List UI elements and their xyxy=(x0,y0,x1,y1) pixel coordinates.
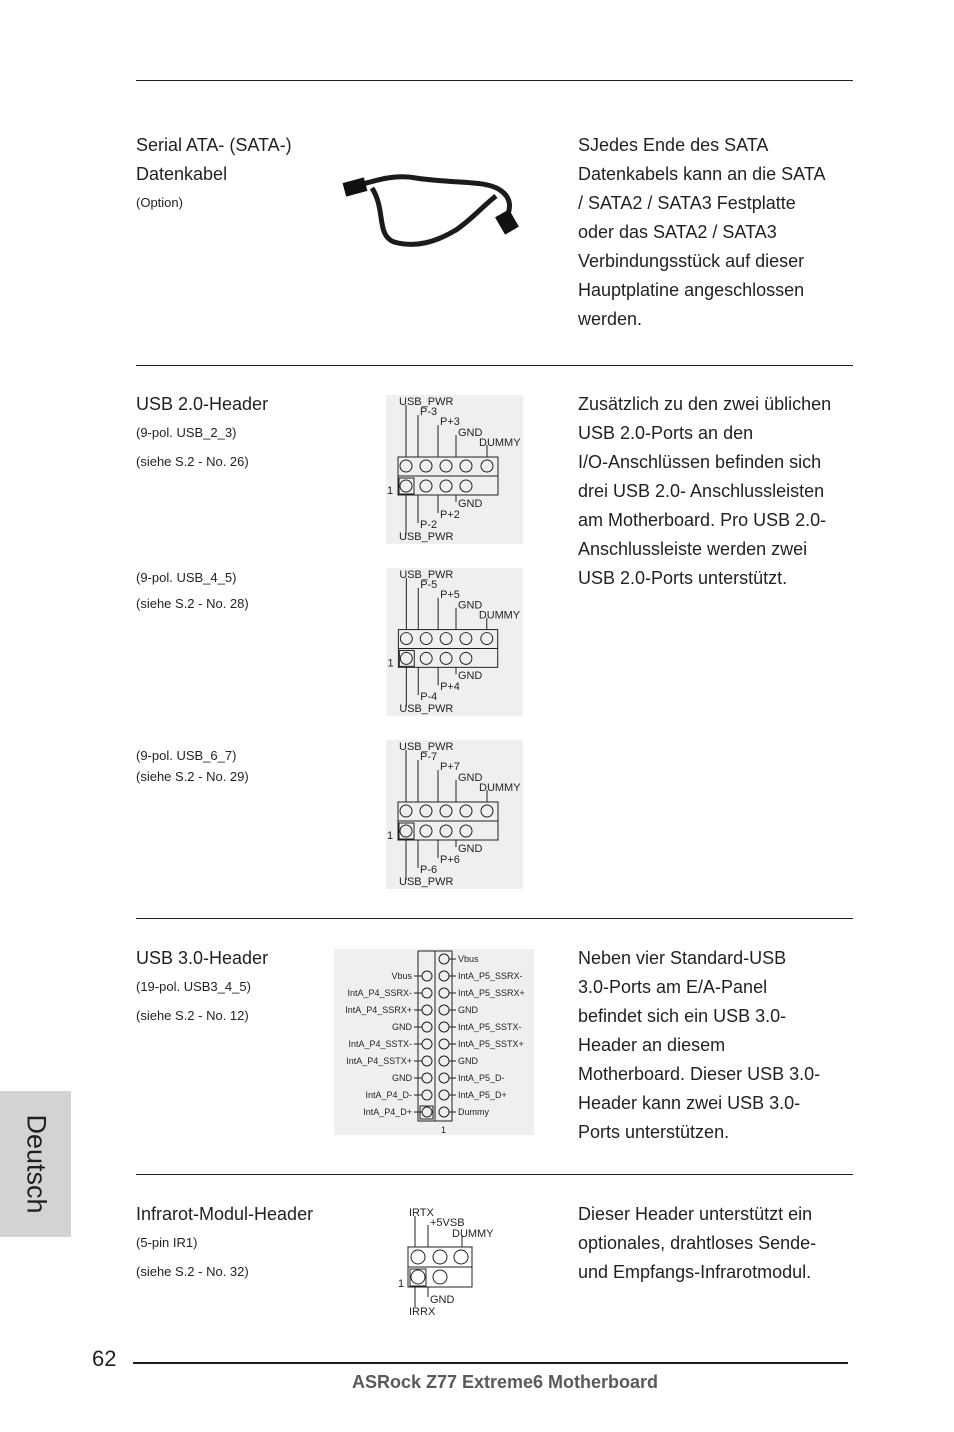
usb3-left-label: IntA_P4_SSRX- xyxy=(347,988,412,998)
usb2-desc-line: Zusätzlich zu den zwei üblichen xyxy=(578,394,832,414)
ir-desc-line: und Empfangs-Infrarotmodul. xyxy=(578,1262,812,1282)
usb2-desc-line: am Motherboard. Pro USB 2.0- xyxy=(578,510,827,530)
sata-desc-line: werden. xyxy=(578,309,643,329)
usb2-h3-pins: (9-pol. USB_6_7) xyxy=(136,748,237,763)
sata-cable-image xyxy=(336,160,536,255)
gnd-label: GND xyxy=(458,498,483,510)
dummy-label: DUMMY xyxy=(452,1228,494,1240)
usb-pwr-label: USB_PWR xyxy=(399,568,454,581)
usb2-desc-line: I/O-Anschlüssen befinden sich xyxy=(578,452,822,472)
language-side-tab xyxy=(0,1091,71,1237)
gnd-label: GND xyxy=(457,670,483,683)
p-minus-label: P-6 xyxy=(420,864,438,876)
usb2-h3-ref: (siehe S.2 - No. 29) xyxy=(136,769,249,784)
usb3-right-label: Vbus xyxy=(458,954,479,964)
usb3-left-label: IntA_P4_SSTX+ xyxy=(346,1056,412,1066)
usb3-right-label: IntA_P5_D- xyxy=(458,1073,505,1083)
sata-option: (Option) xyxy=(136,195,183,210)
usb3-left-label: Vbus xyxy=(391,971,412,981)
p-plus-label: P+3 xyxy=(440,416,460,428)
usb2-header-diagram xyxy=(386,568,523,716)
usb2-description xyxy=(578,390,858,593)
usb3-ref: (siehe S.2 - No. 12) xyxy=(136,1008,249,1023)
vsb-label: +5VSB xyxy=(430,1217,465,1229)
usb3-desc-line: Neben vier Standard-USB xyxy=(578,948,787,968)
p-minus-label: P-2 xyxy=(420,519,438,531)
usb2-desc-line: USB 2.0-Ports an den xyxy=(578,423,754,443)
sata-description xyxy=(578,131,858,334)
usb3-right-label: IntA_P5_SSTX+ xyxy=(458,1039,524,1049)
usb3-left-label: IntA_P4_D- xyxy=(365,1090,412,1100)
usb3-desc-line: Header an diesem xyxy=(578,1035,726,1055)
irrx-label: IRRX xyxy=(409,1306,436,1317)
ir-desc-line: Dieser Header unterstützt ein xyxy=(578,1204,813,1224)
p-minus-label: P-7 xyxy=(420,751,438,763)
sata-title-line2: Datenkabel xyxy=(136,164,228,184)
usb3-left-label: IntA_P4_D+ xyxy=(363,1107,412,1117)
usb2-h1-ref: (siehe S.2 - No. 26) xyxy=(136,454,249,469)
footer-title: ASRock Z77 Extreme6 Motherboard xyxy=(351,1372,659,1392)
usb3-desc-line: Header kann zwei USB 3.0- xyxy=(578,1093,801,1113)
usb3-desc-line: Ports unterstützen. xyxy=(578,1122,730,1142)
p-plus-label: P+6 xyxy=(440,854,460,866)
usb3-pins: (19-pol. USB3_4_5) xyxy=(136,979,251,994)
usb2-header-diagram xyxy=(386,395,523,544)
usb3-right-label: IntA_P5_SSRX- xyxy=(458,971,523,981)
pin1-label: 1 xyxy=(441,1125,447,1135)
section-rule xyxy=(136,918,853,919)
p-plus-label: P+4 xyxy=(440,681,460,694)
usb3-description xyxy=(578,944,858,1147)
pin1-label: 1 xyxy=(398,1278,405,1290)
dummy-label: DUMMY xyxy=(478,609,521,622)
usb3-desc-line: befindet sich ein USB 3.0- xyxy=(578,1006,787,1026)
ir-header-diagram xyxy=(396,1205,506,1317)
usb3-desc-line: Motherboard. Dieser USB 3.0- xyxy=(578,1064,821,1084)
p-minus-label: P-5 xyxy=(420,578,438,591)
top-rule xyxy=(136,80,853,81)
sata-title-line1: Serial ATA- (SATA-) xyxy=(136,135,292,155)
gnd-label: GND xyxy=(458,427,483,439)
usb3-right-label: Dummy xyxy=(458,1107,489,1117)
usb-pwr-label: USB_PWR xyxy=(399,396,454,408)
p-minus-label: P-3 xyxy=(420,406,438,418)
usb3-right-label: IntA_P5_SSTX- xyxy=(458,1022,522,1032)
usb3-title: USB 3.0-Header xyxy=(136,948,269,968)
usb3-left-label: GND xyxy=(392,1073,412,1083)
usb3-left-label: IntA_P4_SSTX- xyxy=(348,1039,412,1049)
gnd-label: GND xyxy=(430,1294,455,1306)
gnd-label: GND xyxy=(457,599,483,612)
usb2-h1-pins: (9-pol. USB_2_3) xyxy=(136,425,237,440)
usb-pwr-label: USB_PWR xyxy=(399,876,454,888)
sata-desc-line: SJedes Ende des SATA xyxy=(578,135,769,155)
usb2-desc-line: USB 2.0-Ports unterstützt. xyxy=(578,568,788,588)
ir-ref: (siehe S.2 - No. 32) xyxy=(136,1264,249,1279)
pin1-label: 1 xyxy=(387,485,394,497)
usb3-left-label: GND xyxy=(392,1022,412,1032)
gnd-label: GND xyxy=(458,772,483,784)
usb-pwr-label: USB_PWR xyxy=(399,703,454,716)
sata-desc-line: oder das SATA2 / SATA3 xyxy=(578,222,777,242)
usb3-right-label: IntA_P5_SSRX+ xyxy=(458,988,525,998)
usb2-header-diagram xyxy=(386,740,523,889)
usb3-header-diagram xyxy=(334,949,534,1135)
sata-desc-line: Hauptplatine angeschlossen xyxy=(578,280,805,300)
dummy-label: DUMMY xyxy=(479,782,521,794)
ir-description xyxy=(578,1200,858,1287)
usb2-desc-line: drei USB 2.0- Anschlussleisten xyxy=(578,481,825,501)
usb-pwr-label: USB_PWR xyxy=(399,531,454,543)
usb3-right-label: GND xyxy=(458,1056,478,1066)
usb2-h2-ref: (siehe S.2 - No. 28) xyxy=(136,596,249,611)
gnd-label: GND xyxy=(458,843,483,855)
section-rule xyxy=(136,365,853,366)
usb-pwr-label: USB_PWR xyxy=(399,741,454,753)
usb3-right-label: IntA_P5_D+ xyxy=(458,1090,507,1100)
p-minus-label: P-4 xyxy=(420,691,438,704)
p-plus-label: P+2 xyxy=(440,509,460,521)
sata-desc-line: Datenkabels kann an die SATA xyxy=(578,164,826,184)
footer-rule xyxy=(133,1362,848,1364)
usb2-title: USB 2.0-Header xyxy=(136,394,269,414)
usb2-h2-pins: (9-pol. USB_4_5) xyxy=(136,570,237,585)
section-rule xyxy=(136,1174,853,1175)
p-plus-label: P+7 xyxy=(440,761,460,773)
page-number: 62 xyxy=(92,1346,117,1371)
usb3-left-label: IntA_P4_SSRX+ xyxy=(345,1005,412,1015)
ir-desc-line: optionales, drahtloses Sende- xyxy=(578,1233,817,1253)
usb3-right-label: GND xyxy=(458,1005,478,1015)
ir-pins: (5-pin IR1) xyxy=(136,1235,198,1250)
p-plus-label: P+5 xyxy=(440,588,460,601)
irtx-label: IRTX xyxy=(409,1207,434,1219)
usb3-desc-line: 3.0-Ports am E/A-Panel xyxy=(578,977,768,997)
language-side-tab-label: Deutsch xyxy=(21,1114,51,1214)
pin1-label: 1 xyxy=(387,657,394,670)
usb2-desc-line: Anschlussleiste werden zwei xyxy=(578,539,808,559)
sata-desc-line: / SATA2 / SATA3 Festplatte xyxy=(578,193,796,213)
ir-title: Infrarot-Modul-Header xyxy=(136,1204,314,1224)
sata-desc-line: Verbindungsstück auf dieser xyxy=(578,251,805,271)
pin1-label: 1 xyxy=(387,830,394,842)
dummy-label: DUMMY xyxy=(479,437,521,449)
